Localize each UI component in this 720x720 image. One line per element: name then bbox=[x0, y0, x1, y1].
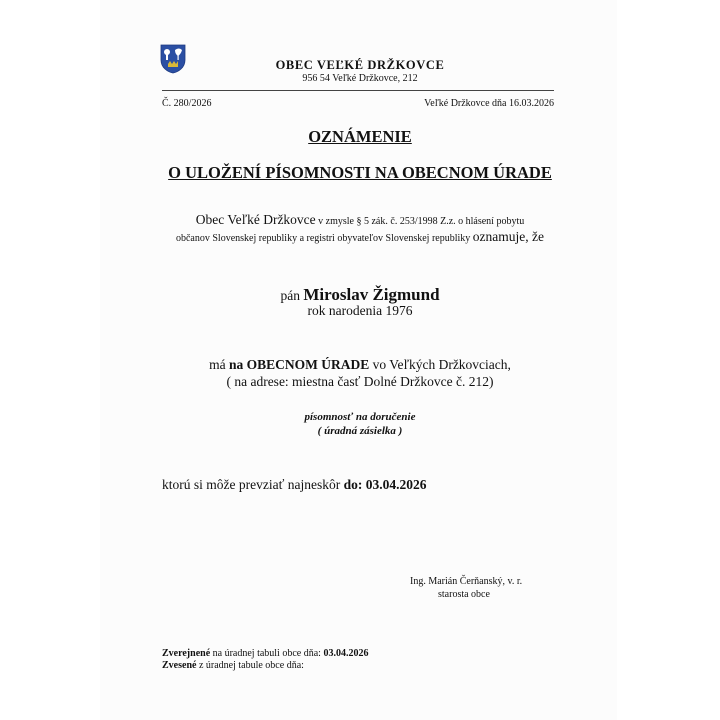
intro-line-1 bbox=[0, 212, 720, 228]
removed-text: z úradnej tabule obce dňa: bbox=[196, 660, 304, 671]
location-address: ( na adrese: miestna časť Dolné Držkovce č. 212) bbox=[226, 374, 494, 389]
pickup-deadline bbox=[162, 477, 426, 493]
intro-legal-reference: v zmysle § 5 zák. č. 253/1998 Z.z. o hlásení pobytu bbox=[315, 216, 525, 227]
organization-name: OBEC VEĽKÉ DRŽKOVCE bbox=[275, 58, 445, 72]
place-and-date: Veľké Držkovce dňa 16.03.2026 bbox=[424, 98, 554, 109]
location-town: vo Veľkých Držkovciach, bbox=[369, 357, 511, 372]
recipient-prefix: pán bbox=[280, 288, 304, 303]
deadline-text: ktorú si môže prevziať najneskôr bbox=[162, 477, 344, 492]
intro-municipality: Obec Veľké Držkovce bbox=[195, 212, 316, 227]
posted-label: Zverejnené bbox=[162, 648, 211, 659]
document-subtitle: O ULOŽENÍ PÍSOMNOSTI NA OBECNOM ÚRADE bbox=[168, 163, 552, 182]
signatory-role: starosta obce bbox=[438, 589, 490, 600]
intro-line-2 bbox=[0, 229, 720, 245]
reference-number: Č. 280/2026 bbox=[162, 98, 212, 109]
item-description: písomnosť na doručenie bbox=[304, 411, 416, 423]
intro-announces: oznamuje, že bbox=[472, 229, 544, 244]
document-title: OZNÁMENIE bbox=[308, 127, 412, 146]
recipient-birth-year: rok narodenia 1976 bbox=[307, 303, 413, 318]
location-prefix: má bbox=[209, 357, 229, 372]
posted-date: 03.04.2026 bbox=[323, 648, 369, 659]
deadline-date: do: 03.04.2026 bbox=[343, 477, 427, 492]
intro-registry-text: občanov Slovenskej republiky a registri obyvateľov Slovenskej republiky bbox=[175, 233, 473, 244]
location-line-1 bbox=[0, 357, 720, 373]
organization-address: 956 54 Veľké Držkovce, 212 bbox=[302, 73, 418, 84]
header-divider bbox=[162, 90, 554, 91]
recipient-line bbox=[0, 285, 720, 305]
item-type: ( úradná zásielka ) bbox=[317, 425, 403, 437]
removed-line bbox=[162, 660, 304, 671]
posted-text: na úradnej tabuli obce dňa: bbox=[210, 648, 324, 659]
removed-label: Zvesené bbox=[162, 660, 197, 671]
location-office: na OBECNOM ÚRADE bbox=[228, 357, 370, 372]
posted-line bbox=[162, 648, 368, 659]
signatory-name: Ing. Marián Čerňanský, v. r. bbox=[410, 576, 523, 587]
recipient-name: Miroslav Žigmund bbox=[303, 285, 440, 304]
